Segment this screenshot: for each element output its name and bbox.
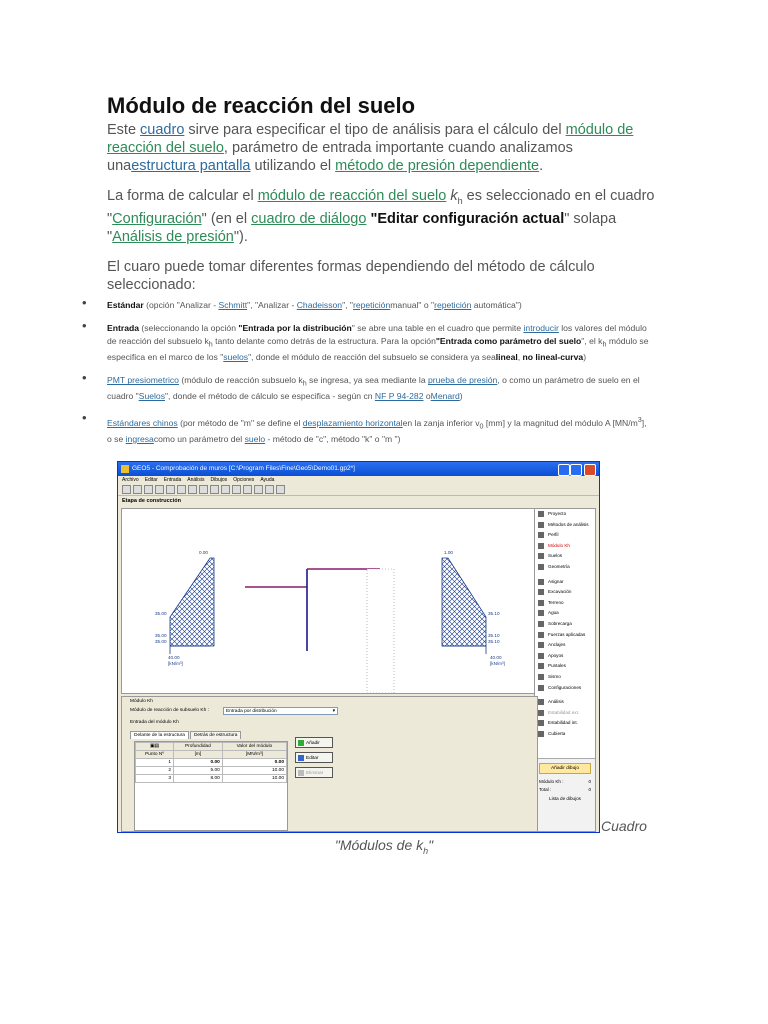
caption-text: "Módulos de k — [334, 837, 424, 853]
frame-item[interactable]: Proyecto — [535, 509, 595, 520]
link-metodo-presion[interactable]: método de presión dependiente — [335, 158, 540, 174]
frame-item[interactable]: Cubierta — [535, 729, 595, 740]
remove-icon — [298, 770, 304, 776]
label: 40.00 — [490, 655, 502, 660]
frame-item[interactable]: Configuraciones — [535, 683, 595, 694]
caption-line — [0, 837, 768, 856]
tab-bar — [130, 731, 242, 739]
label: 35.00 — [155, 611, 167, 616]
subscript: h — [602, 340, 607, 349]
label: Total : — [539, 787, 552, 792]
link-repeticion[interactable]: repetición — [352, 300, 391, 310]
label: 1.00 — [444, 550, 453, 555]
table-row[interactable] — [136, 759, 287, 767]
print-icon[interactable] — [276, 485, 285, 494]
frame-item[interactable]: Agua — [535, 608, 595, 619]
frame-icon[interactable] — [243, 485, 252, 494]
menu-item[interactable]: Archivo — [122, 477, 139, 483]
text: se ingresa, ya sea mediante la — [306, 375, 429, 386]
value: 0 — [588, 787, 591, 792]
column-header: Valor del módulo — [222, 743, 286, 751]
pan-icon[interactable] — [232, 485, 241, 494]
text: ", "Analizar - — [247, 300, 297, 310]
text: , — [517, 351, 523, 362]
table-body — [136, 759, 287, 783]
link-repeticion-2[interactable]: repetición — [434, 300, 472, 310]
table-cell: 2 — [136, 767, 174, 775]
frame-item[interactable]: Análisis — [535, 697, 595, 708]
text: La forma de calcular el — [107, 188, 258, 204]
toolbar — [118, 485, 599, 495]
link-cuadro[interactable]: cuadro — [140, 122, 185, 138]
text: ", el k — [581, 335, 603, 346]
text: módulo se especifica en el marco de los " — [107, 335, 649, 362]
link-suelo[interactable]: suelo — [244, 433, 266, 444]
frame-item[interactable]: Perfil — [535, 530, 595, 541]
drawing-canvas[interactable] — [121, 508, 538, 694]
open-icon[interactable] — [133, 485, 142, 494]
copy-icon[interactable] — [155, 485, 164, 494]
text: ", donde el método de cálculo se especifica - según cn — [165, 391, 375, 402]
drawings-list-button[interactable]: Lista de dibujos — [549, 796, 581, 801]
bold-text: "Entrada como parámetro del suelo — [435, 335, 582, 346]
text: es seleccionado en el cuadro " — [107, 188, 655, 227]
back-pressure-diagram — [442, 558, 486, 646]
subscript: h — [457, 195, 463, 206]
link-modulo-reaccion-2[interactable]: módulo de reacción del suelo — [257, 188, 447, 204]
label: [kN/m³] — [168, 661, 183, 666]
column-header: Profundidad — [174, 743, 223, 751]
table-cell: 8.00 — [174, 775, 223, 783]
frame-item[interactable]: Sobrecarga — [535, 619, 595, 630]
text: (por método de "m" se define el — [177, 417, 303, 428]
text: tanto delante como detrás de la estructura. Para la opción — [212, 335, 436, 346]
frame-item[interactable]: Excavación — [535, 587, 595, 598]
menu-item[interactable]: Dibujos — [210, 477, 228, 483]
value: 0 — [588, 779, 591, 784]
add-drawing-button[interactable]: Añadir dibujo — [539, 763, 591, 774]
sub-title: Entrada del módulo Kh — [130, 720, 179, 725]
window-title: GEO5 - Comprobación de muros [C:\Program Files\Fine\Geo5\Demo01.gp2*] — [132, 465, 355, 472]
text: automática") — [471, 300, 522, 310]
bold-text: lineal — [495, 351, 518, 362]
close-icon[interactable] — [584, 464, 596, 476]
table-row[interactable] — [136, 775, 287, 783]
tab-back[interactable]: Detrás de estructura — [190, 731, 241, 739]
link-desplazamiento[interactable]: desplazamiento horizontal — [302, 417, 403, 428]
link-cuadro-dialogo[interactable]: cuadro de diálogo — [251, 210, 367, 227]
window-titlebar[interactable] — [118, 462, 599, 476]
link-chadeisson[interactable]: Chadeisson — [296, 300, 343, 310]
add-button[interactable] — [295, 737, 333, 748]
link-introducir[interactable]: introducir — [523, 323, 559, 334]
button-label: Editar — [306, 756, 319, 761]
frame-title: Módulo Kh — [130, 699, 153, 704]
text: utilizando el — [250, 158, 336, 174]
text: en la zanja inferior v — [402, 417, 480, 428]
edit-button[interactable] — [295, 752, 333, 763]
text: ", donde el módulo de reacción del subsuelo se considera ya sea — [248, 351, 496, 362]
undo-icon[interactable] — [177, 485, 186, 494]
table-cell: 10.00 — [222, 775, 286, 783]
menu-bar — [118, 476, 599, 485]
frame-item[interactable]: Geometría — [535, 562, 595, 573]
list-item — [82, 322, 650, 363]
link-nf-p[interactable]: NF P 94-282 — [374, 391, 424, 402]
link-estandares-chinos[interactable]: Estándares chinos — [107, 417, 178, 428]
link-prueba-presion[interactable]: prueba de presión — [428, 375, 498, 386]
column-header: Punto Nº — [136, 751, 174, 759]
zoom-out-icon[interactable] — [221, 485, 230, 494]
button-label: Añadir — [306, 741, 320, 746]
link-estructura-pantalla[interactable]: estructura pantalla — [131, 158, 251, 174]
kh-frame — [121, 696, 538, 832]
app-icon — [121, 465, 129, 473]
text: ) — [459, 391, 463, 402]
table-cell: 3 — [136, 775, 174, 783]
frame-item[interactable]: Suelos — [535, 551, 595, 562]
text: como un parámetro del — [153, 433, 245, 444]
menu-item[interactable]: Opciones — [233, 477, 255, 483]
table-cell: 10.00 — [222, 767, 286, 775]
link-configuracion[interactable]: Configuración — [112, 210, 202, 227]
table-cell: 0.00 — [222, 759, 286, 767]
row-tools-icon[interactable]: ▣▤ — [136, 743, 174, 751]
canvas-drawing — [122, 509, 537, 693]
frame-item[interactable]: Estabilidad ext. — [535, 708, 595, 719]
text: Este — [107, 122, 141, 138]
button-label: Eliminar — [306, 771, 324, 776]
text: "). — [233, 228, 248, 245]
link-ingresa[interactable]: ingresa — [125, 433, 154, 444]
maximize-icon[interactable] — [570, 464, 582, 476]
text: , o como un parámetro de suelo en el cuadro " — [107, 375, 640, 402]
remove-button[interactable] — [295, 767, 333, 778]
frame-item[interactable]: Fuerzas aplicadas — [535, 630, 595, 641]
text: - método de "c", método "k" o "m ") — [265, 433, 401, 444]
text: " solapa " — [107, 210, 617, 245]
frames-list — [535, 509, 595, 739]
text: (seleccionando la opción — [139, 323, 239, 334]
list-item — [82, 374, 650, 403]
label: 35.00 — [155, 633, 167, 638]
frames-panel — [534, 508, 596, 832]
label: 35.10 — [488, 639, 500, 644]
link-modulo-reaccion[interactable]: módulo de reacción del suelo — [107, 122, 634, 156]
label: 35.10 — [488, 611, 500, 616]
menu-item[interactable]: Entrada — [163, 477, 182, 483]
intro-paragraph — [107, 121, 662, 175]
edit-icon — [298, 755, 304, 761]
stage-label: Etapa de construcción — [122, 498, 181, 504]
select-value: Entrada por distribución — [226, 709, 277, 714]
label: 0.00 — [199, 550, 208, 555]
table-unit-row — [136, 751, 287, 759]
bold-text: no lineal-curva — [522, 351, 584, 362]
unit-label: [MN/m³] — [222, 751, 286, 759]
menu-item[interactable]: Ayuda — [260, 477, 275, 483]
text: ) — [583, 351, 587, 362]
text: (opción "Analizar - — [143, 300, 219, 310]
text: o — [423, 391, 431, 402]
text: sirve para especificar el tipo de análisis para el cálculo del — [184, 122, 566, 138]
subscript: h — [208, 340, 213, 349]
menu-item[interactable]: Análisis — [187, 477, 205, 483]
drawings-panel — [535, 758, 595, 831]
new-icon[interactable] — [122, 485, 131, 494]
grid-icon[interactable] — [254, 485, 263, 494]
minimize-icon[interactable] — [558, 464, 570, 476]
page-title: Módulo de reacción del suelo — [107, 93, 416, 118]
bold-text: Estándar — [107, 300, 144, 310]
frame-item[interactable]: Anclajes — [535, 640, 595, 651]
caption-text: " — [428, 837, 434, 853]
link-analisis-presion[interactable]: Análisis de presión — [112, 228, 234, 245]
menu-item[interactable]: Editar — [144, 477, 158, 483]
kh-method-select[interactable] — [223, 707, 338, 715]
text: los valores del módulo de reacción del subsuelo k — [107, 323, 647, 346]
subscript: 0 — [479, 422, 484, 431]
zoom-in-icon[interactable] — [210, 485, 219, 494]
frame-item[interactable]: Asignar — [535, 577, 595, 588]
frame-item[interactable]: Sismo — [535, 672, 595, 683]
link-suelos[interactable]: suelos — [223, 351, 249, 362]
bold-text: "Editar configuración actual — [370, 210, 565, 227]
app-screenshot — [117, 461, 600, 833]
tab-front[interactable]: Delante de la estructura — [130, 731, 189, 739]
text: [mm] y la magnitud del módulo A [MN/m — [483, 417, 638, 428]
text: (módulo de reacción subsuelo k — [178, 375, 303, 386]
caption-word: Cuadro — [601, 818, 647, 834]
chevron-down-icon: ▾ — [332, 709, 335, 714]
text: ], o se — [107, 417, 647, 444]
frame-item[interactable]: Terreno — [535, 598, 595, 609]
subscript: h — [302, 380, 307, 389]
link-pmt-presiometrico[interactable]: PMT presiometrico — [107, 375, 179, 386]
zoom-icon[interactable] — [199, 485, 208, 494]
frame-item[interactable]: Módulo Kh — [535, 541, 595, 552]
link-suelos-2[interactable]: Suelos — [138, 391, 165, 402]
superscript: 3 — [637, 415, 642, 424]
label: [kN/m³] — [490, 661, 505, 666]
kh-label: Módulo de reacción de subsuelo Kh : — [130, 708, 209, 713]
drawing-count-row — [535, 786, 595, 794]
soil-column — [367, 569, 394, 693]
subscript: h — [423, 845, 429, 856]
bold-text: "Entrada por la distribución — [238, 323, 352, 334]
config-paragraph — [107, 187, 662, 246]
text: ", " — [342, 300, 353, 310]
text: " se abre una table en el cuadro que permite — [351, 323, 524, 334]
bold-text: Entrada — [107, 323, 139, 334]
frame-item[interactable]: Puntales — [535, 661, 595, 672]
frame-item[interactable]: Apoyos — [535, 651, 595, 662]
label: 35.00 — [155, 639, 167, 644]
method-list — [82, 299, 650, 456]
table-cell: 5.00 — [174, 767, 223, 775]
stage-bar — [118, 495, 599, 506]
text: manual" o " — [390, 300, 435, 310]
redo-icon[interactable] — [188, 485, 197, 494]
kh-table — [134, 741, 288, 831]
paste-icon[interactable] — [166, 485, 175, 494]
link-schmitt[interactable]: Schmitt — [218, 300, 248, 310]
label: Módulo Kh : — [539, 779, 564, 784]
plus-icon — [298, 740, 304, 746]
text: . — [539, 158, 544, 174]
save-icon[interactable] — [144, 485, 153, 494]
symbol: k — [446, 188, 458, 204]
unit-label: [m] — [174, 751, 223, 759]
list-item — [82, 299, 650, 311]
table-header-row — [136, 743, 287, 751]
text: , parámetro de entrada importante cuando analizamos una — [107, 140, 573, 174]
frame-item[interactable]: Estabilidad int. — [535, 718, 595, 729]
table-row[interactable] — [136, 767, 287, 775]
table-cell: 0.00 — [174, 759, 223, 767]
label: 40.00 — [168, 655, 180, 660]
front-pressure-diagram — [170, 558, 214, 646]
list-item — [82, 414, 650, 445]
view-icon[interactable] — [265, 485, 274, 494]
table-cell: 1 — [136, 759, 174, 767]
label: 35.10 — [488, 633, 500, 638]
drawing-count-row — [535, 778, 595, 786]
forms-paragraph: El cuaro puede tomar diferentes formas dependiendo del método de cálculo seleccionado: — [107, 258, 595, 293]
document-body — [107, 93, 662, 306]
link-menard[interactable]: Menard — [430, 391, 460, 402]
frame-item[interactable]: Métodos de análisis — [535, 520, 595, 531]
text: " (en el — [201, 210, 252, 227]
